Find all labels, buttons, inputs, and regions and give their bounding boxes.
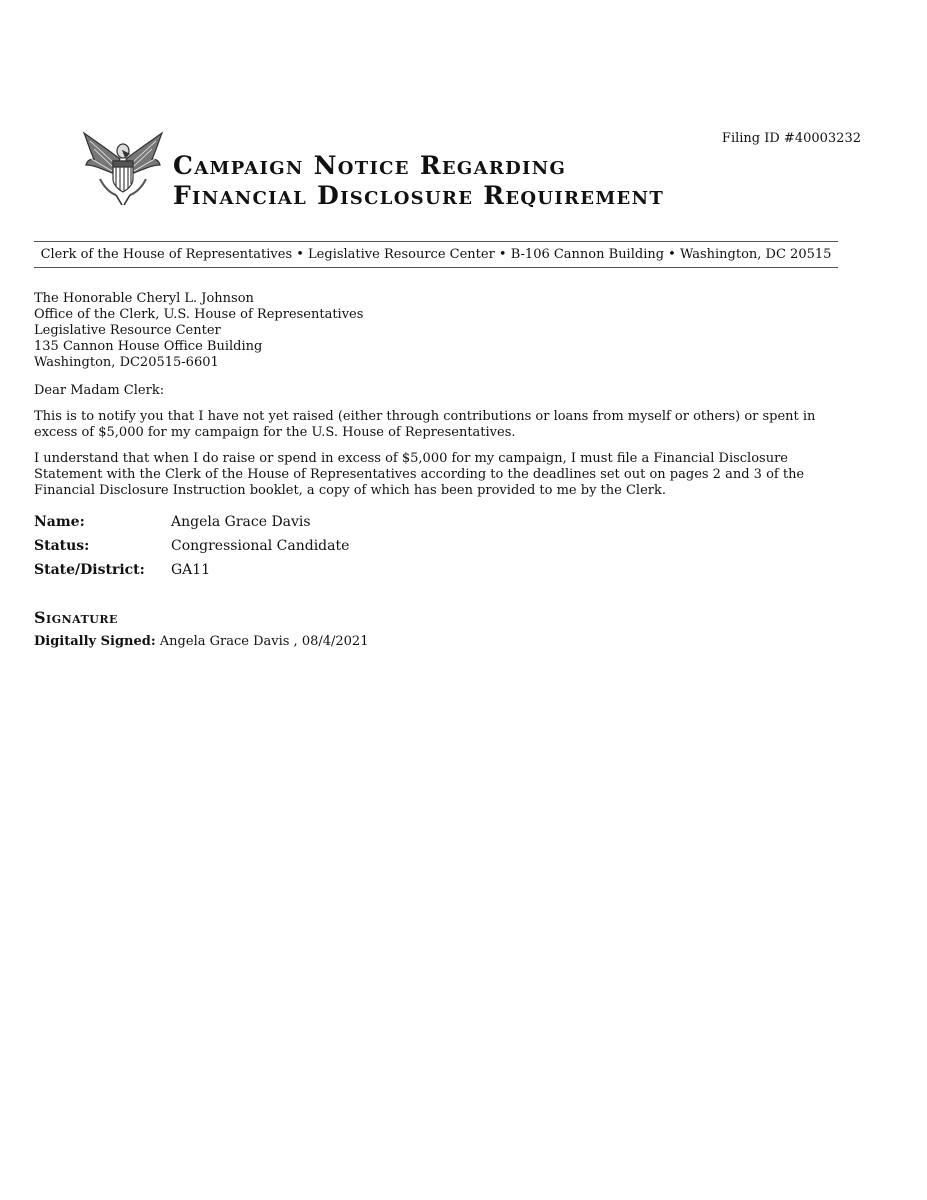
field-value-status: Congressional Candidate [171, 538, 350, 554]
field-label: State/District: [34, 562, 145, 578]
signature-value: Angela Grace Davis , 08/4/2021 [159, 634, 369, 649]
header-divider-top [34, 241, 838, 242]
recipient-line: 135 Cannon House Office Building [34, 339, 263, 354]
recipient-line: Legislative Resource Center [34, 323, 221, 338]
title-line-1: Campaign Notice Regarding [173, 151, 567, 180]
field-value-name: Angela Grace Davis [171, 514, 311, 530]
recipient-line: Washington, DC20515-6601 [34, 355, 219, 370]
clerk-address-bar: Clerk of the House of Representatives • Legislative Resource Center • B-106 Cannon Building • Washington, DC 20515 [40, 247, 832, 262]
paragraph-understanding: I understand that when I do raise or spend in excess of $5,000 for my campaign, I must file a Financial Disclosure Statement with the Clerk of the House of Representatives according to the deadlines set out on pages 2 and 3 of the Financial Disclosure Instruction booklet, a copy of which has been provided to me by the Clerk. [34, 451, 805, 498]
field-row-state-district [34, 558, 849, 582]
field-label: Name: [34, 514, 85, 530]
candidate-fields [34, 510, 849, 582]
field-label: Status: [34, 538, 90, 554]
field-row-name [34, 510, 849, 534]
paragraph-notice: This is to notify you that I have not yet raised (either through contributions or loans from myself or others) or spent in excess of $5,000 for my campaign for the U.S. House of Representatives. [34, 409, 816, 440]
letter-body [34, 291, 849, 650]
field-value-state-district: GA11 [171, 562, 211, 578]
house-seal-eagle-icon [80, 129, 166, 209]
recipient-address [34, 291, 849, 371]
signature-heading: Signature [34, 608, 118, 627]
signature-line [34, 634, 849, 650]
document-title [173, 151, 664, 211]
recipient-line: Office of the Clerk, U.S. House of Representatives [34, 307, 364, 322]
filing-id: Filing ID #40003232 [721, 131, 861, 146]
recipient-line: The Honorable Cheryl L. Johnson [34, 291, 254, 306]
title-line-2: Financial Disclosure Requirement [173, 181, 665, 210]
field-row-status [34, 534, 849, 558]
signature-label: Digitally Signed: [34, 634, 156, 649]
header-divider-bottom [34, 267, 838, 268]
salutation: Dear Madam Clerk: [34, 383, 165, 398]
